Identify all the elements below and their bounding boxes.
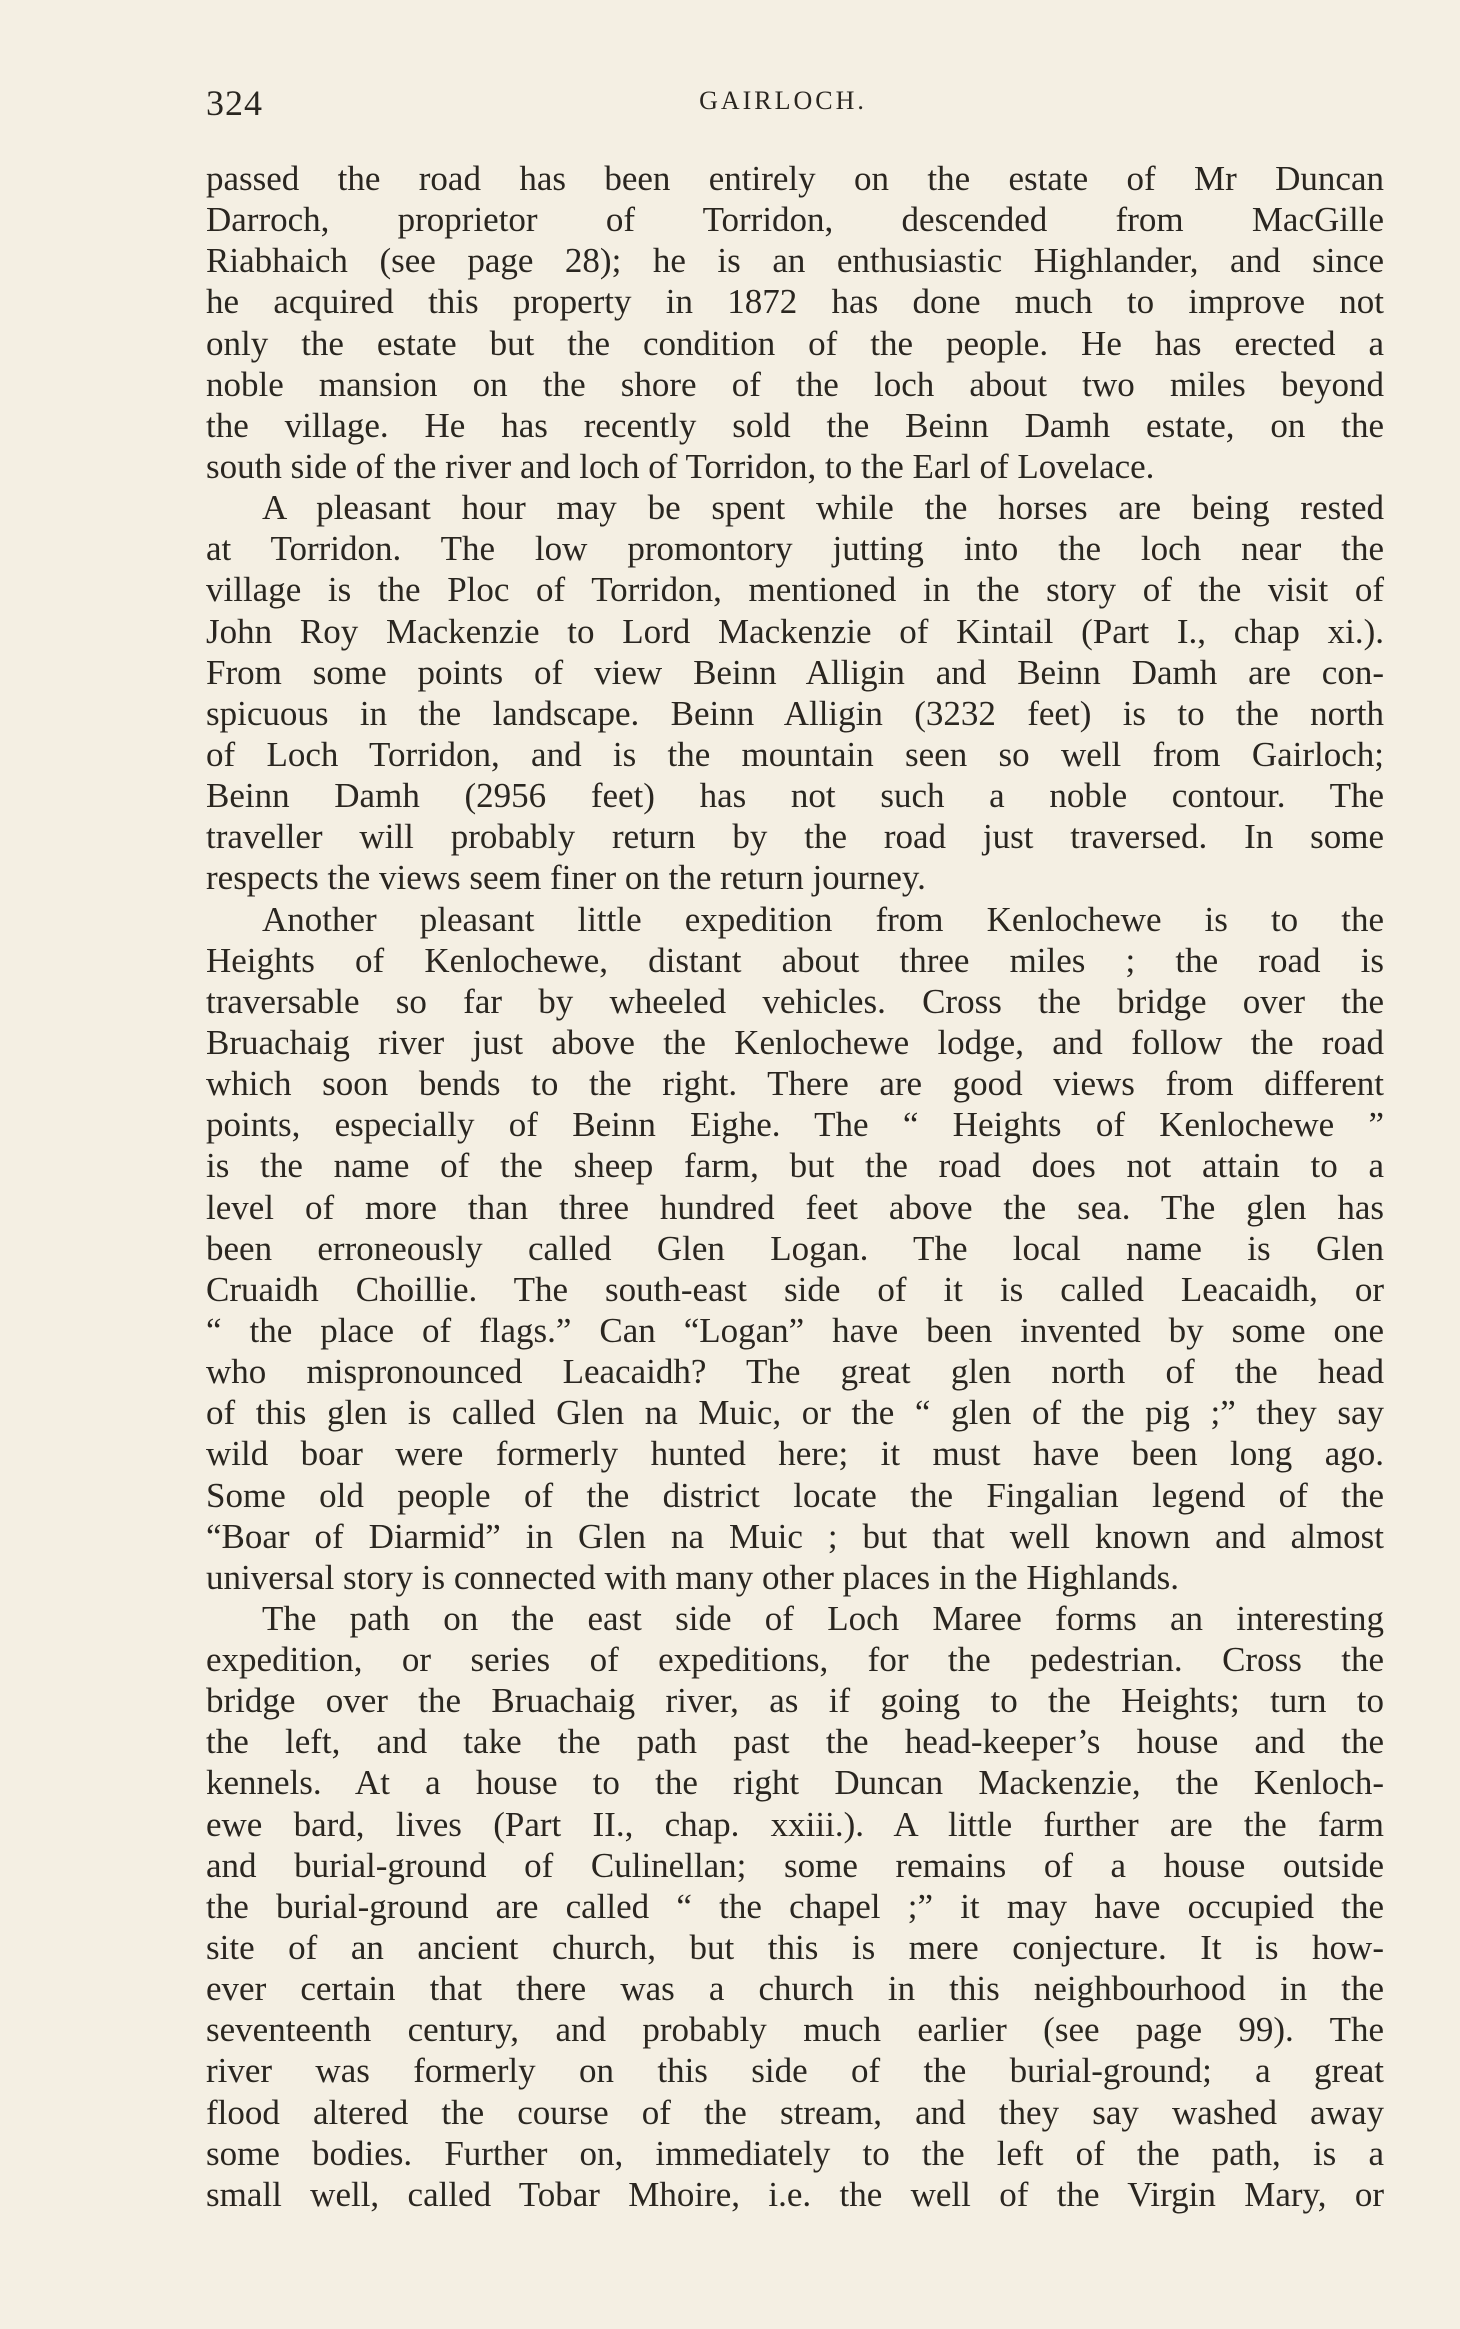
text-line: Riabhaich (see page 28); he is an enthusiastic Highlander, and since — [206, 241, 1384, 281]
text-line: spicuous in the landscape. Beinn Alligin (3232 feet) is to the north — [206, 693, 1384, 733]
text-line: of Loch Torridon, and is the mountain seen so well from Gairloch; — [206, 734, 1384, 774]
text-line: Bruachaig river just above the Kenlochewe lodge, and follow the road — [206, 1022, 1384, 1062]
text-line: noble mansion on the shore of the loch about two miles beyond — [206, 364, 1384, 404]
text-line: bridge over the Bruachaig river, as if going to the Heights; turn to — [206, 1681, 1384, 1721]
text-line: south side of the river and loch of Torridon, to the Earl of Lovelace. — [206, 446, 1155, 486]
text-line: is the name of the sheep farm, but the road does not attain to a — [206, 1146, 1384, 1186]
text-line: village is the Ploc of Torridon, mentioned in the story of the visit of — [206, 570, 1384, 610]
text-line: kennels. At a house to the right Duncan Mackenzie, the Kenloch- — [206, 1763, 1384, 1803]
text-line: Darroch, proprietor of Torridon, descended from MacGille — [206, 200, 1384, 240]
text-line: seventeenth century, and probably much earlier (see page 99). The — [206, 2010, 1384, 2050]
text-line: points, especially of Beinn Eighe. The “ Heights of Kenlochewe ” — [206, 1105, 1384, 1145]
text-line: ewe bard, lives (Part II., chap. xxiii.). A little further are the farm — [206, 1804, 1384, 1844]
text-line: Cruaidh Choillie. The south-east side of it is called Leacaidh, or — [206, 1269, 1384, 1309]
page-header — [206, 82, 1380, 132]
text-line: “ the place of flags.” Can “Logan” have been invented by some one — [206, 1310, 1384, 1350]
text-line: been erroneously called Glen Logan. The local name is Glen — [206, 1228, 1384, 1268]
text-line: traversable so far by wheeled vehicles. Cross the bridge over the — [206, 981, 1384, 1021]
text-line: John Roy Mackenzie to Lord Mackenzie of Kintail (Part I., chap xi.). — [206, 611, 1384, 651]
text-line: universal story is connected with many other places in the Highlands. — [206, 1557, 1179, 1597]
text-line: small well, called Tobar Mhoire, i.e. the well of the Virgin Mary, or — [206, 2174, 1384, 2214]
text-line: A pleasant hour may be spent while the horses are being rested — [262, 488, 1384, 528]
text-line: at Torridon. The low promontory jutting into the loch near the — [206, 529, 1384, 569]
text-line: the left, and take the path past the head-keeper’s house and the — [206, 1722, 1384, 1762]
text-line: ever certain that there was a church in this neighbourhood in the — [206, 1969, 1384, 2009]
text-line: expedition, or series of expeditions, for the pedestrian. Cross the — [206, 1640, 1384, 1680]
text-line: Heights of Kenlochewe, distant about three miles ; the road is — [206, 940, 1384, 980]
text-line: Beinn Damh (2956 feet) has not such a noble contour. The — [206, 776, 1384, 816]
text-line: who mispronounced Leacaidh? The great glen north of the head — [206, 1352, 1384, 1392]
text-line: wild boar were formerly hunted here; it must have been long ago. — [206, 1434, 1384, 1474]
text-line: the village. He has recently sold the Beinn Damh estate, on the — [206, 405, 1384, 445]
text-line: passed the road has been entirely on the estate of Mr Duncan — [206, 159, 1384, 198]
text-line: of this glen is called Glen na Muic, or the “ glen of the pig ;” they say — [206, 1393, 1384, 1433]
body-text — [206, 158, 1384, 2215]
text-line: river was formerly on this side of the burial-ground; a great — [206, 2051, 1384, 2091]
text-line: which soon bends to the right. There are good views from different — [206, 1064, 1384, 1104]
text-line: and burial-ground of Culinellan; some remains of a house outside — [206, 1845, 1384, 1885]
text-line: site of an ancient church, but this is mere conjecture. It is how- — [206, 1928, 1384, 1968]
text-line: Another pleasant little expedition from Kenlochewe is to the — [262, 899, 1384, 939]
text-line: level of more than three hundred feet above the sea. The glen has — [206, 1187, 1384, 1227]
page-number: 324 — [206, 83, 263, 123]
text-line: From some points of view Beinn Alligin and Beinn Damh are con- — [206, 652, 1384, 692]
text-line: he acquired this property in 1872 has done much to improve not — [206, 282, 1384, 322]
text-line: the burial-ground are called “ the chapel ;” it may have occupied the — [206, 1886, 1384, 1926]
text-line: “Boar of Diarmid” in Glen na Muic ; but that well known and almost — [206, 1516, 1384, 1556]
text-line: only the estate but the condition of the people. He has erected a — [206, 323, 1384, 363]
text-line: respects the views seem finer on the return journey. — [206, 858, 926, 898]
text-line: The path on the east side of Loch Maree forms an interesting — [262, 1598, 1384, 1638]
text-line: traveller will probably return by the road just traversed. In some — [206, 817, 1384, 857]
text-line: flood altered the course of the stream, and they say washed away — [206, 2092, 1384, 2132]
text-line: Some old people of the district locate the Fingalian legend of the — [206, 1475, 1384, 1515]
text-line: some bodies. Further on, immediately to the left of the path, is a — [206, 2133, 1384, 2173]
running-head: GAIRLOCH. — [699, 86, 867, 115]
